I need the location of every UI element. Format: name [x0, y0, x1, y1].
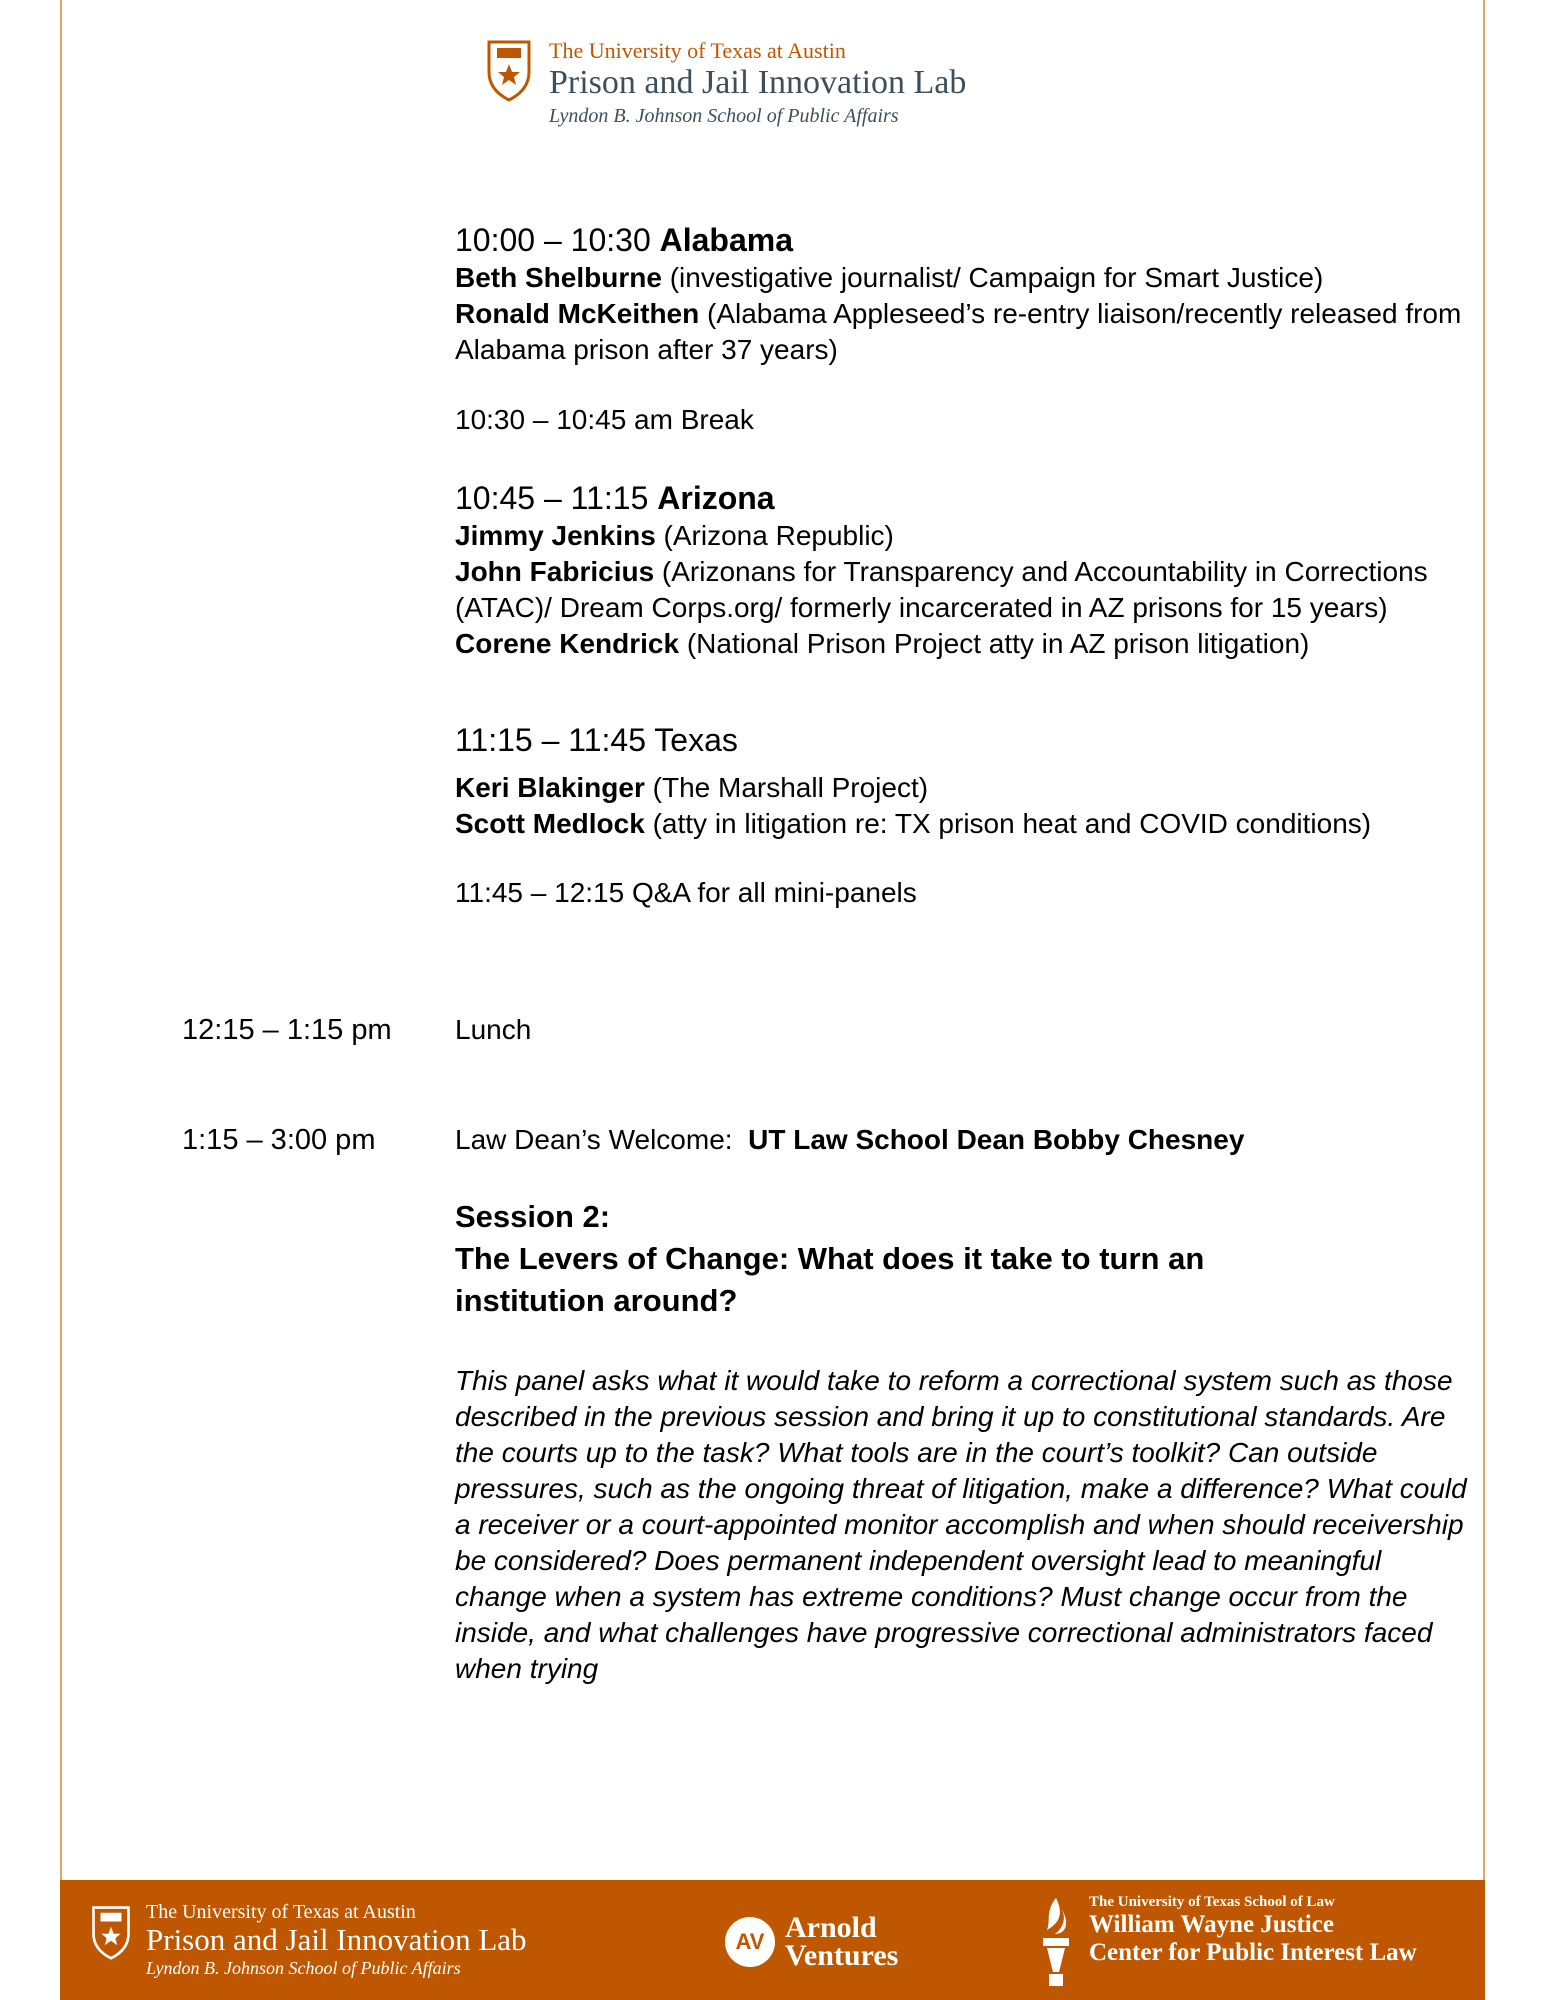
- arnold-line2: Ventures: [785, 1939, 899, 1972]
- session-title: The Levers of Change: What does it take to turn an institution around?: [455, 1241, 1205, 1318]
- panel-texas-title: 11:15 – 11:45 Texas: [455, 722, 738, 758]
- session-label: Session 2:: [455, 1199, 611, 1234]
- speaker: Jimmy Jenkins (Arizona Republic): [455, 520, 894, 551]
- ut-shield-icon: [90, 1904, 132, 1960]
- panel-alabama: [455, 220, 1475, 368]
- arnold-ventures-logo: [725, 1911, 899, 1972]
- header-logo: [485, 36, 966, 126]
- speaker: Keri Blakinger (The Marshall Project): [455, 772, 929, 803]
- qa-line: 11:45 – 12:15 Q&A for all mini-panels: [455, 877, 917, 908]
- ut-shield-icon: [485, 38, 533, 102]
- arnold-line1: Arnold: [785, 1911, 877, 1944]
- panel-texas: [455, 720, 1475, 842]
- session-2-heading: [455, 1196, 1315, 1322]
- justice-school: The University of Texas School of Law: [1089, 1894, 1335, 1910]
- speaker: Ronald McKeithen (Alabama Appleseed’s re-entry liaison/recently released from Alabama prison after 37 years): [455, 298, 1462, 365]
- speaker: John Fabricius (Arizonans for Transparency and Accountability in Corrections (ATAC)/ Dream Corps.org/ formerly incarcerated in AZ prisons for 15 years): [455, 556, 1428, 623]
- arnold-ventures-icon: AV: [725, 1917, 775, 1967]
- header-university: The University of Texas at Austin: [549, 38, 846, 63]
- speaker: Corene Kendrick (National Prison Project atty in AZ prison litigation): [455, 628, 1310, 659]
- page-border-right: [1483, 0, 1485, 1880]
- panel-arizona-title: 10:45 – 11:15 Arizona: [455, 480, 775, 516]
- lunch-time: 12:15 – 1:15 pm: [182, 1014, 392, 1046]
- dean-welcome: Law Dean’s Welcome: UT Law School Dean Bobby Chesney: [455, 1124, 1245, 1155]
- justice-line1: William Wayne Justice: [1089, 1911, 1334, 1938]
- panel-alabama-title: 10:00 – 10:30 Alabama: [455, 222, 794, 258]
- footer-pjil-logo: [90, 1902, 527, 1977]
- break-line: 10:30 – 10:45 am Break: [455, 404, 754, 435]
- footer-school: Lyndon B. Johnson School of Public Affairs: [146, 1958, 461, 1978]
- justice-center-logo: [1035, 1894, 1417, 1990]
- header-school: Lyndon B. Johnson School of Public Affairs: [549, 105, 899, 127]
- session-description: This panel asks what it would take to reform a correctional system such as those described in the previous session and bring it up to constitutional standards. Are the courts up to the task? What tools are in the court’s toolkit? Can outside pressures, such as the ongoing threat of litigation, make a difference? What could a receiver or a court-appointed monitor accomplish and when should receivership be considered? Does permanent independent oversight lead to meaningful change when a system has extreme conditions? Must change occur from the inside, and what challenges have progressive correctional administrators faced when trying: [455, 1365, 1467, 1684]
- footer-banner: [60, 1880, 1485, 2000]
- header-lab: Prison and Jail Innovation Lab: [549, 64, 967, 101]
- justice-line2: Center for Public Interest Law: [1089, 1939, 1417, 1966]
- torch-icon: [1035, 1894, 1077, 1990]
- page-border-left: [60, 0, 62, 1880]
- footer-university: The University of Texas at Austin: [146, 1901, 416, 1923]
- lunch-label: Lunch: [455, 1014, 532, 1045]
- speaker: Beth Shelburne (investigative journalist/ Campaign for Smart Justice): [455, 262, 1324, 293]
- panel-arizona: [455, 478, 1475, 662]
- footer-lab: Prison and Jail Innovation Lab: [146, 1922, 527, 1957]
- speaker: Scott Medlock (atty in litigation re: TX prison heat and COVID conditions): [455, 808, 1372, 839]
- afternoon-time: 1:15 – 3:00 pm: [182, 1124, 376, 1156]
